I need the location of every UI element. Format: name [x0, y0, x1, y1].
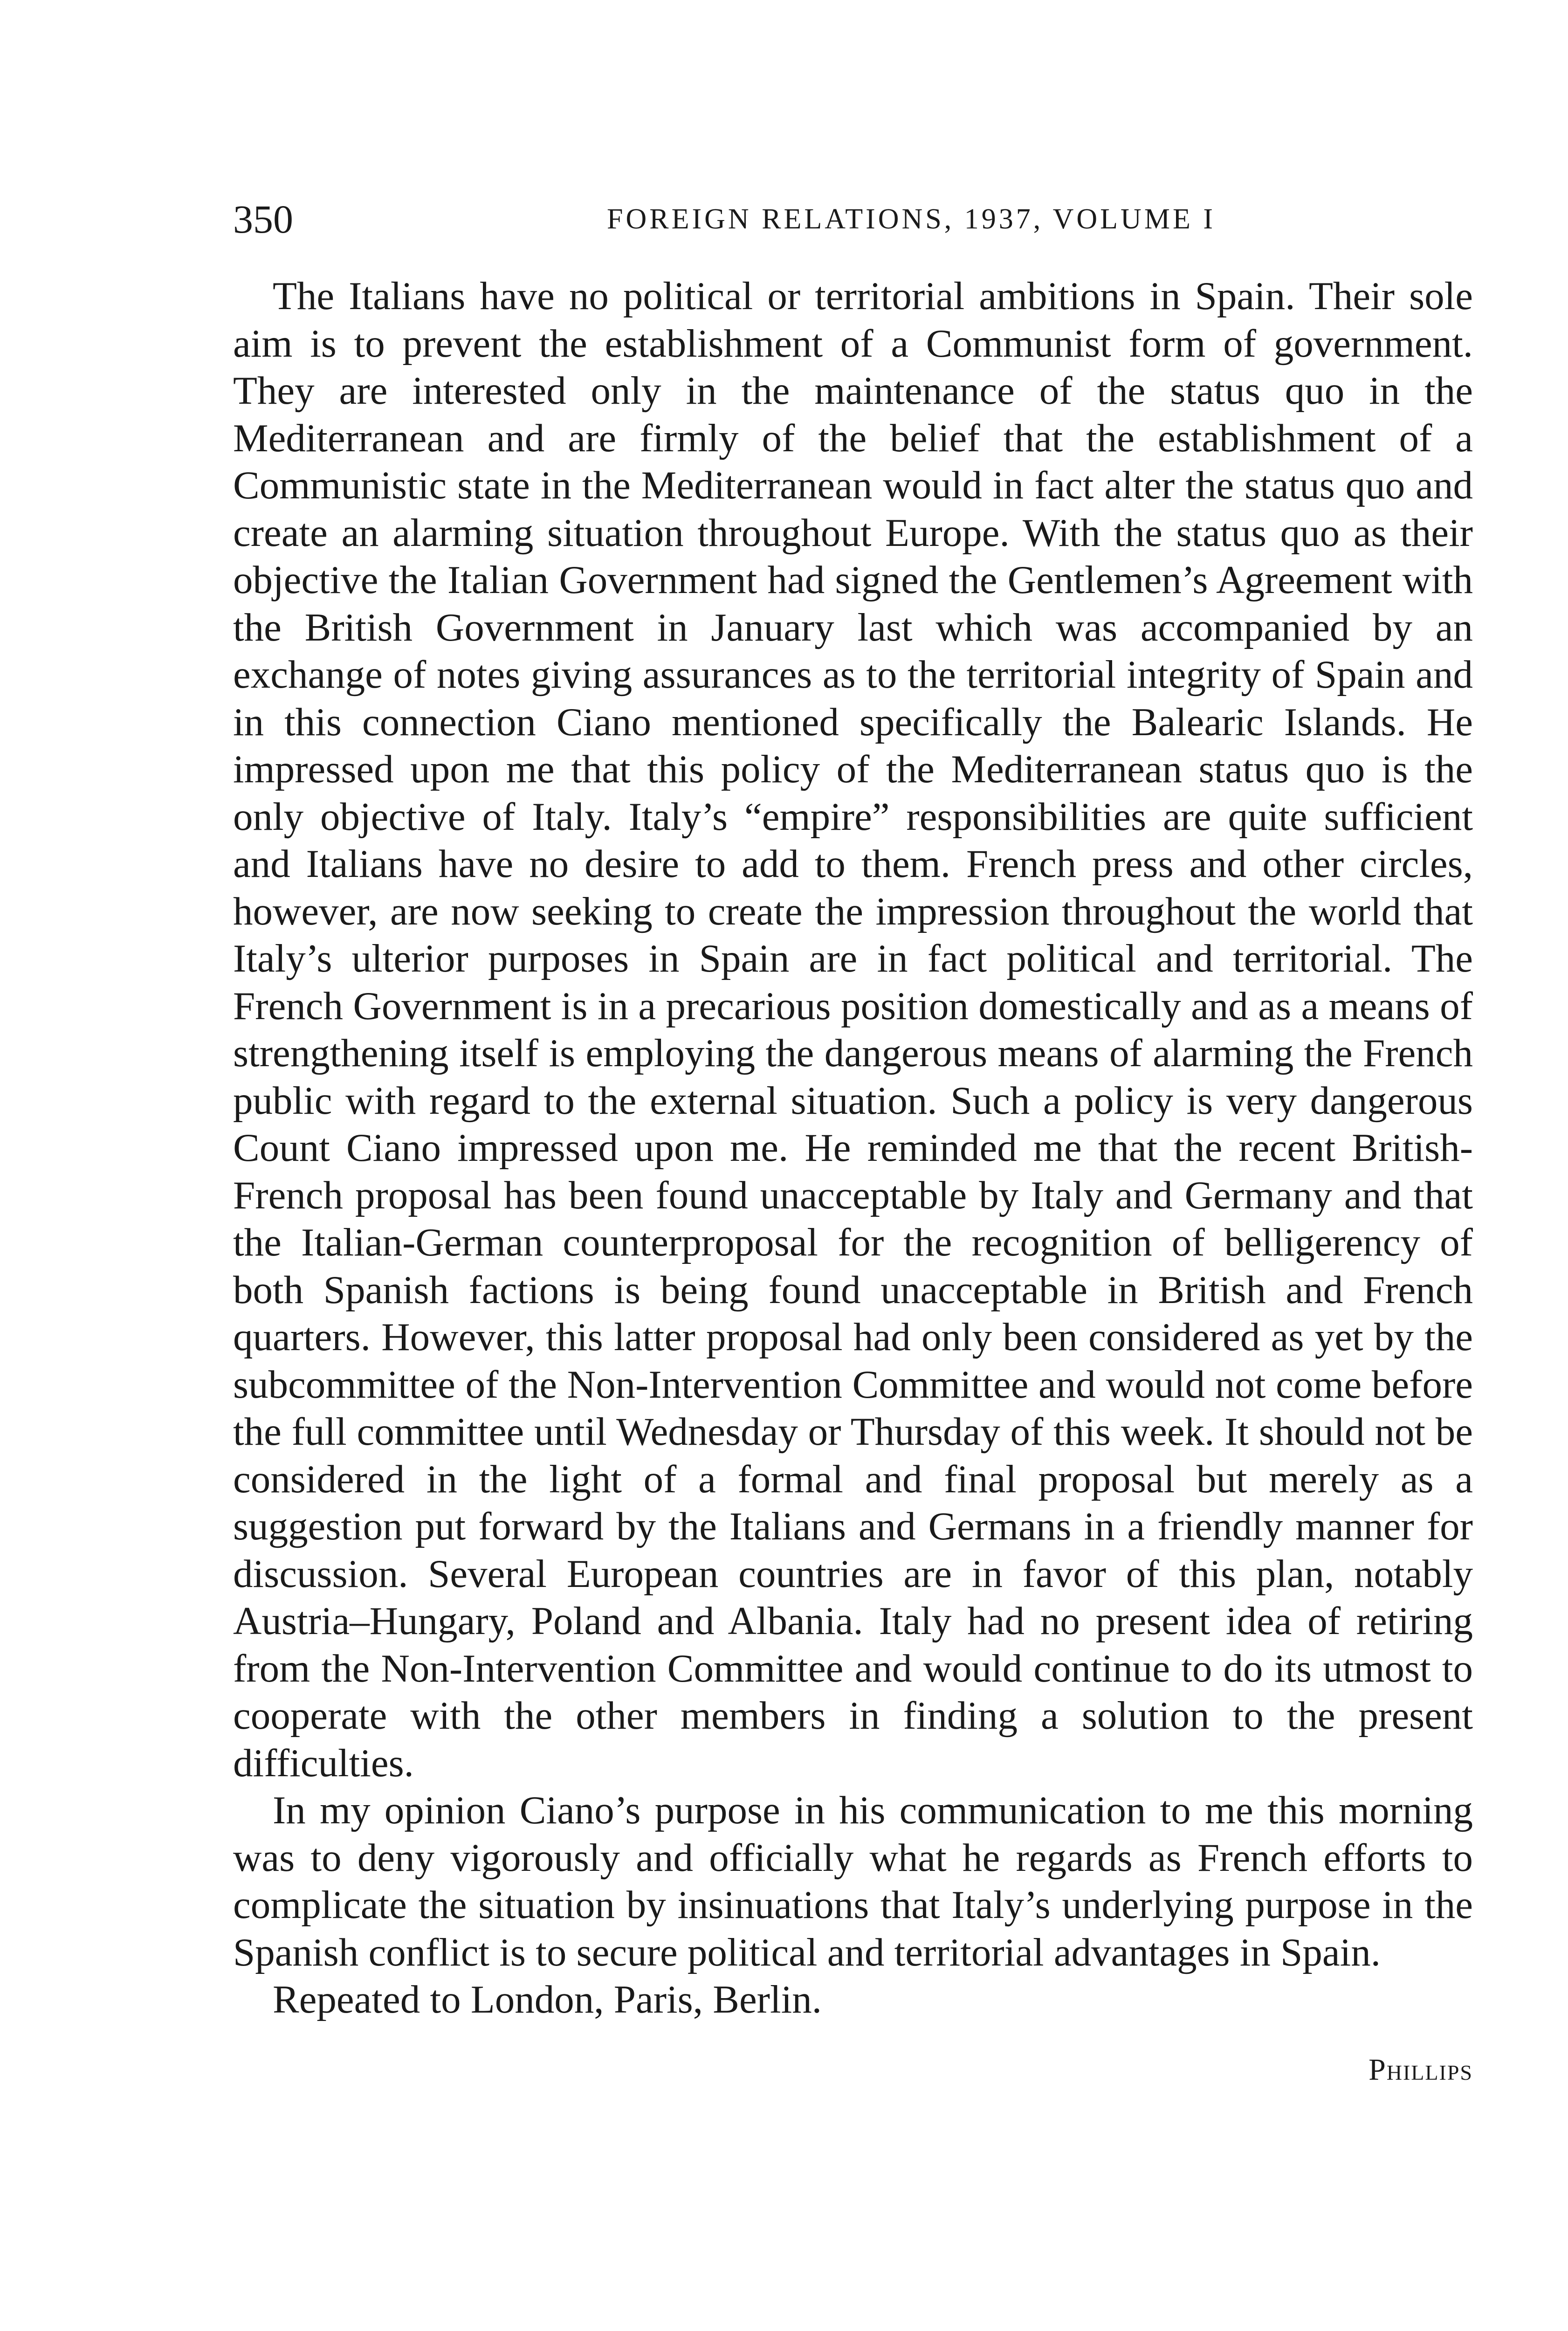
page-number: 350 [233, 197, 293, 241]
body-paragraph: Repeated to London, Paris, Berlin. [273, 1978, 822, 2021]
body-paragraph: The Italians have no political or territorial ambitions in Spain. Their sole aim is to prevent the establishment of a Communist form of government. They are interested only in the maintenance of the status quo in the Mediterranean and are firmly of the belief that the establishment of a Communistic state in the Mediterranean would in fact alter the status quo and create an alarming situation throughout Europe. With the status quo as their objective the Italian Government had signed the Gentlemen’s Agreement with the British Government in January last which was accompanied by an exchange of notes giving assurances as to the territorial integrity of Spain and in this connection Ciano mentioned specifically the Balearic Islands. He impressed upon me that this policy of the Mediterranean status quo is the only objective of Italy. Italy’s “empire” responsibilities are quite sufficient and Italians have no desire to add to them. French press and other circles, however, are now seeking to create the impression throughout the world that Italy’s ulterior purposes in Spain are in fact political and territorial. The French Government is in a precarious position domestically and as a means of strengthening itself is employing the dangerous means of alarming the French public with regard to the external situation. Such a policy is very dangerous Count Ciano impressed upon me. He reminded me that the recent British-French proposal has been found unacceptable by Italy and Germany and that the Italian-German counterproposal for the recognition of belligerency of both Spanish factions is being found unacceptable in British and French quarters. However, this latter proposal had only been considered as yet by the subcommittee of the Non-Intervention Committee and would not come before the full committee until Wednesday or Thursday of this week. It should not be considered in the light of a formal and final proposal but merely as a suggestion put forward by the Italians and Germans in a friendly manner for discussion. Several European countries are in favor of this plan, notably Austria–Hungary, Poland and Albania. Italy had no present idea of retiring from the Non-Intervention Committee and would continue to do its utmost to cooperate with the other members in finding a solution to the present difficulties. [233, 274, 1473, 1785]
running-head: FOREIGN RELATIONS, 1937, VOLUME I [607, 203, 1216, 235]
document-body [233, 273, 1473, 2093]
body-paragraph: In my opinion Ciano’s purpose in his communication to me this morning was to deny vigorously and officially what he regards as French efforts to complicate the situation by insinuations that Italy’s underlying purpose in the Spanish conflict is to secure political and territorial advantages in Spain. [233, 1788, 1473, 1974]
signature: Phillips [1369, 2052, 1473, 2087]
page-header [233, 191, 1473, 247]
